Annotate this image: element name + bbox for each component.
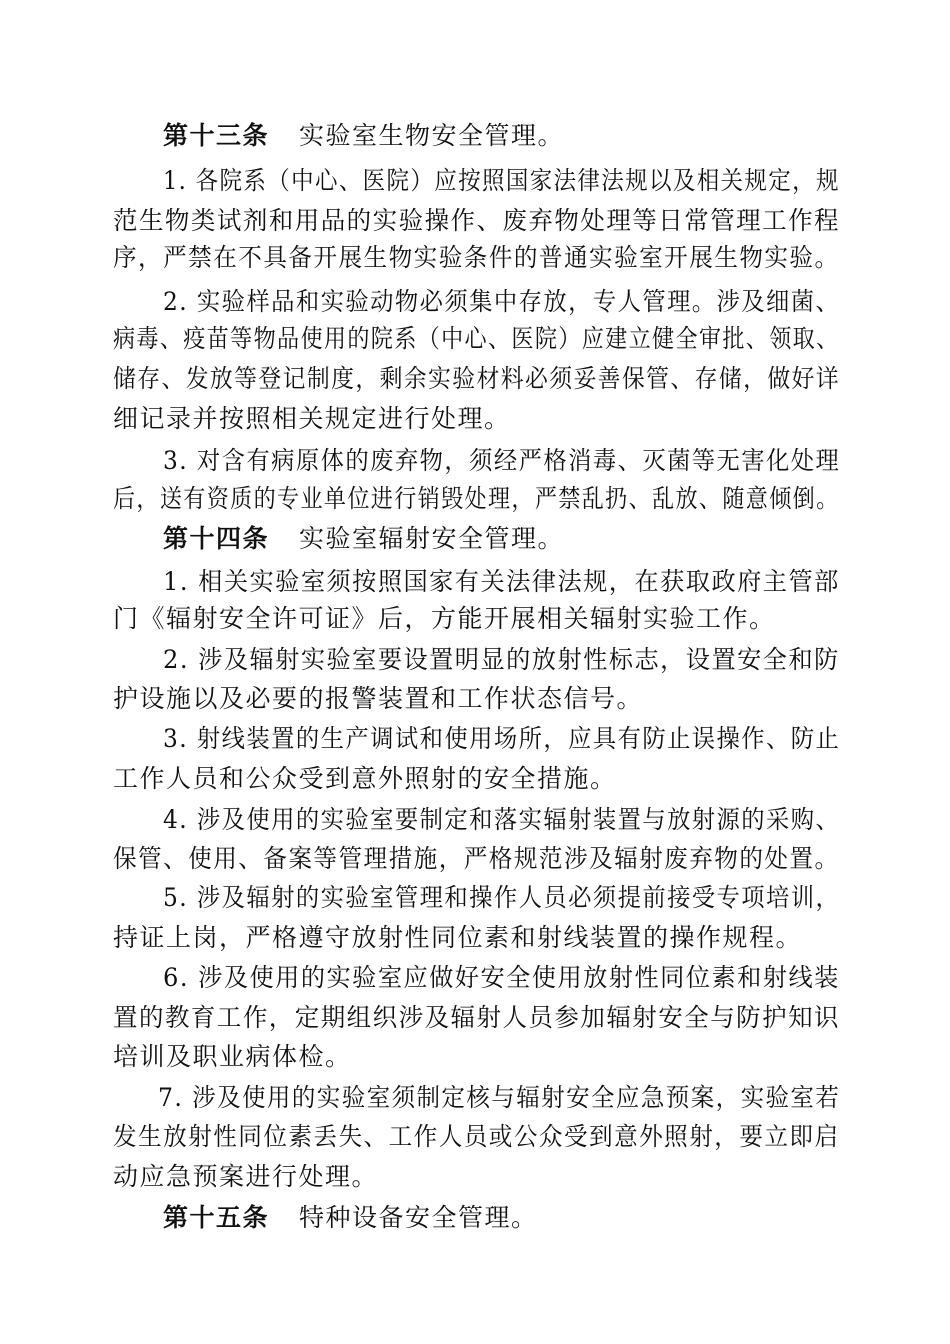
article-13-heading — [163, 121, 564, 151]
paragraph-line: 细记录并按照相关规定进行处理。 — [113, 404, 511, 433]
paragraph-line: 培训及职业病体检。 — [113, 1042, 352, 1071]
article-15-heading — [163, 1203, 538, 1233]
paragraph-line: 5. 涉及辐射的实验室管理和操作人员必须提前接受专项培训， — [163, 883, 841, 912]
paragraph-line: 2. 实验样品和实验动物必须集中存放，专人管理。涉及细菌、 — [163, 287, 841, 316]
paragraph-line: 护设施以及必要的报警装置和工作状态信号。 — [113, 684, 644, 713]
paragraph-line: 1. 相关实验室须按照国家有关法律法规，在获取政府主管部 — [163, 567, 840, 596]
paragraph-line: 后，送有资质的专业单位进行销毁处理，严禁乱扔、乱放、随意倾倒。 — [113, 484, 840, 513]
paragraph-line: 储存、发放等登记制度，剩余实验材料必须妥善保管、存储，做好详 — [113, 364, 841, 393]
paragraph-line: 病毒、疫苗等物品使用的院系（中心、医院）应建立健全审批、领取、 — [113, 324, 840, 353]
paragraph-line: 发生放射性同位素丢失、工作人员或公众受到意外照射，要立即启 — [113, 1122, 840, 1151]
paragraph-line: 持证上岗，严格遵守放射性同位素和射线装置的操作规程。 — [113, 923, 803, 952]
paragraph-line: 7. 涉及使用的实验室须制定核与辐射安全应急预案，实验室若 — [158, 1083, 841, 1112]
paragraph-line: 动应急预案进行处理。 — [113, 1162, 379, 1191]
article-number: 第十四条 — [163, 524, 270, 553]
paragraph-line: 保管、使用、备案等管理措施，严格规范涉及辐射废弃物的处置。 — [113, 844, 840, 873]
paragraph-line: 3. 对含有病原体的废弃物，须经严格消毒、灭菌等无害化处理 — [163, 446, 841, 475]
paragraph-line: 序，严禁在不具备开展生物实验条件的普通实验室开展生物实验。 — [113, 243, 840, 272]
paragraph-line: 工作人员和公众受到意外照射的安全措施。 — [113, 764, 617, 793]
article-title: 实验室辐射安全管理。 — [299, 524, 565, 553]
paragraph-line: 3. 射线装置的生产调试和使用场所，应具有防止误操作、防止 — [163, 724, 841, 753]
article-14-heading — [163, 524, 564, 554]
article-title: 实验室生物安全管理。 — [299, 121, 565, 150]
article-number: 第十五条 — [163, 1203, 270, 1232]
article-title: 特种设备安全管理。 — [299, 1203, 538, 1232]
paragraph-line: 范生物类试剂和用品的实验操作、废弃物处理等日常管理工作程 — [113, 206, 841, 235]
paragraph-line: 置的教育工作，定期组织涉及辐射人员参加辐射安全与防护知识 — [113, 1003, 841, 1032]
article-number: 第十三条 — [163, 121, 270, 150]
paragraph-line: 6. 涉及使用的实验室应做好安全使用放射性同位素和射线装 — [163, 963, 840, 992]
paragraph-line: 4. 涉及使用的实验室要制定和落实辐射装置与放射源的采购、 — [163, 805, 841, 834]
paragraph-line: 1. 各院系（中心、医院）应按照国家法律法规以及相关规定，规 — [163, 166, 840, 195]
paragraph-line: 门《辐射安全许可证》后，方能开展相关辐射实验工作。 — [113, 604, 776, 633]
paragraph-line: 2. 涉及辐射实验室要设置明显的放射性标志，设置安全和防 — [163, 645, 840, 674]
